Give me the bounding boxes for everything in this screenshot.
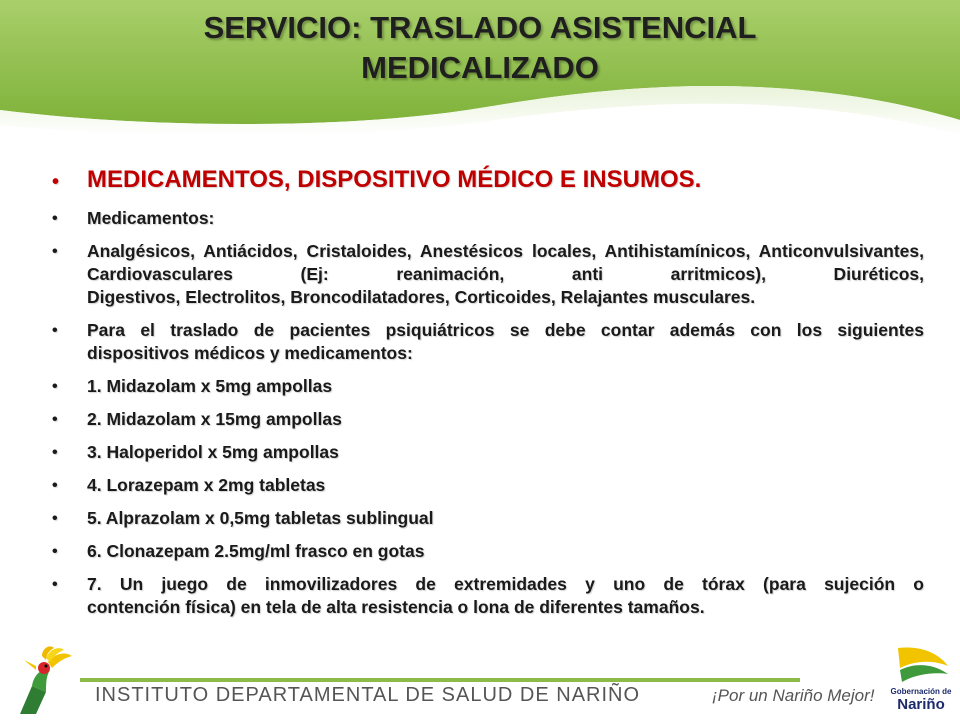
- list-item: [52, 441, 924, 464]
- footer-institution: INSTITUTO DEPARTAMENTAL DE SALUD DE NARIÑO: [95, 684, 641, 706]
- list-item-line: dispositivos médicos y medicamentos:: [87, 343, 413, 363]
- title-line-2: MEDICALIZADO: [361, 50, 599, 85]
- list-item-line: contención física) en tela de alta resistencia o lona de diferentes tamaños.: [87, 597, 705, 617]
- list-item-text: [87, 573, 924, 619]
- list-item-line: Digestivos, Electrolitos, Broncodilatadores, Corticoides, Relajantes musculares.: [87, 287, 756, 307]
- slide-content: [52, 165, 924, 629]
- bullet-icon: •: [52, 510, 58, 527]
- list-item-text: [87, 319, 924, 365]
- list-item: [52, 240, 924, 309]
- list-item: [52, 573, 924, 619]
- list-item-line: 7. Un juego de inmovilizadores de extremidades y uno de tórax (para sujeción o: [87, 574, 924, 594]
- list-item-text: Medicamentos:: [87, 208, 215, 228]
- list-item-text: 5. Alprazolam x 0,5mg tabletas sublingual: [87, 508, 434, 528]
- bullet-icon: •: [52, 378, 58, 395]
- bullet-icon: •: [52, 210, 58, 227]
- footer-slogan: ¡Por un Nariño Mejor!: [712, 686, 875, 705]
- bullet-icon: •: [52, 411, 58, 428]
- section-heading: [52, 165, 924, 195]
- list-item-line: Para el traslado de pacientes psiquiátricos se debe contar además con los siguientes: [87, 320, 924, 340]
- list-item-text: 6. Clonazepam 2.5mg/ml frasco en gotas: [87, 541, 425, 561]
- logo-text-big: Nariño: [897, 696, 945, 713]
- logo-text-small: Gobernación de: [890, 687, 952, 696]
- list-item: [52, 207, 924, 230]
- list-item-text: 4. Lorazepam x 2mg tabletas: [87, 475, 326, 495]
- bullet-icon: •: [52, 543, 58, 560]
- page-title: [60, 8, 900, 88]
- list-item-text: 2. Midazolam x 15mg ampollas: [87, 409, 342, 429]
- list-item: [52, 540, 924, 563]
- list-item: [52, 507, 924, 530]
- list-item: [52, 408, 924, 431]
- bullet-icon: •: [52, 171, 60, 193]
- heading-text: MEDICAMENTOS, DISPOSITIVO MÉDICO E INSUMOS.: [87, 166, 702, 193]
- bullet-icon: •: [52, 444, 58, 461]
- list-item: [52, 319, 924, 365]
- bullet-icon: •: [52, 322, 58, 339]
- list-item-text: [87, 240, 924, 309]
- list-item-line: Analgésicos, Antiácidos, Cristaloides, Anestésicos locales, Antihistamínicos, Anticonvulsivantes, Cardiovasculares (Ej: reanimación, anti arritmicos), Diuréticos,: [87, 241, 924, 284]
- list-item-text: 3. Haloperidol x 5mg ampollas: [87, 442, 339, 462]
- bird-logo-icon: [6, 646, 76, 716]
- footer-divider: [80, 678, 800, 682]
- list-item: [52, 375, 924, 398]
- gobernacion-logo-text: [888, 686, 954, 713]
- bullet-icon: •: [52, 243, 58, 260]
- bullet-icon: •: [52, 576, 58, 593]
- title-line-1: SERVICIO: TRASLADO ASISTENCIAL: [203, 10, 757, 45]
- list-item: [52, 474, 924, 497]
- list-item-text: 1. Midazolam x 5mg ampollas: [87, 376, 333, 396]
- bullet-icon: •: [52, 477, 58, 494]
